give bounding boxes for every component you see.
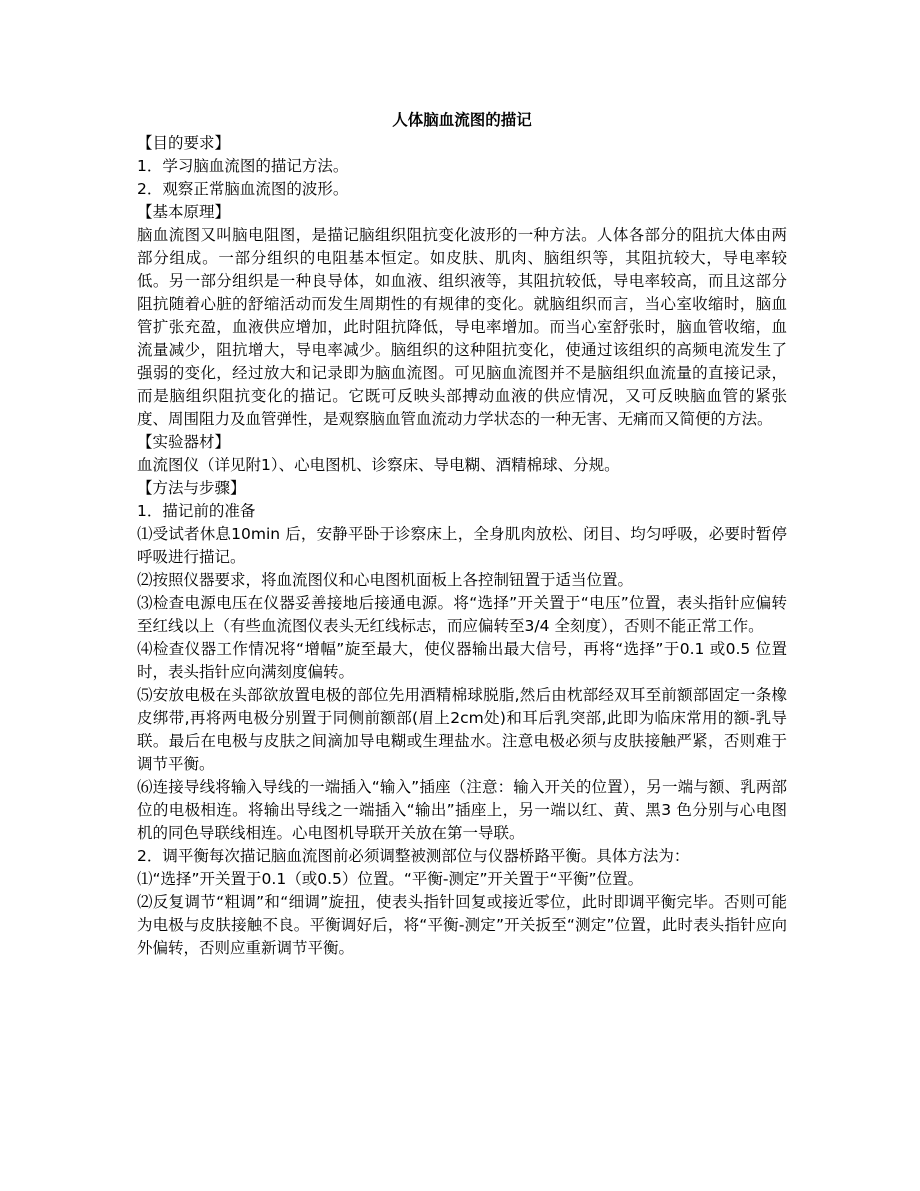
section-heading-equipment: 【实验器材】: [137, 433, 231, 451]
method-step1-item-4: ⑷检查仪器工作情况将“增幅”旋至最大，使仪器输出最大信号，再将“选择”于0.1 或0.5 位置时，表头指针应向满刻度偏转。: [137, 640, 787, 681]
section-equipment: [137, 431, 787, 477]
section-principle: [137, 201, 787, 431]
method-step1-item-6: ⑹连接导线将输入导线的一端插入“输入”插座（注意：输入开关的位置），另一端与额、乳两部位的电极相连。将输出导线之一端插入“输出”插座上，另一端以红、黄、黑3 色分别与心电图机的同色导联线相连。心电图机导联开关放在第一导联。: [137, 778, 787, 842]
method-step1-item-1: ⑴受试者休息10min 后，安静平卧于诊察床上，全身肌肉放松、闭目、均匀呼吸，必要时暂停呼吸进行描记。: [137, 525, 787, 566]
purpose-item-2: 2．观察正常脑血流图的波形。: [137, 180, 349, 198]
principle-paragraph: 脑血流图又叫脑电阻图，是描记脑组织阻抗变化波形的一种方法。人体各部分的阻抗大体由两部分组成。一部分组织的电阻基本恒定。如皮肤、肌肉、脑组织等，其阻抗较大，导电率较低。另一部分组织是一种良导体，如血液、组织液等，其阻抗较低，导电率较高，而且这部分阻抗随着心脏的舒缩活动而发生周期性的有规律的变化。就脑组织而言，当心室收缩时，脑血管扩张充盈，血液供应增加，此时阻抗降低，导电率增加。而当心室舒张时，脑血管收缩，血流量减少，阻抗增大，导电率减少。脑组织的这种阻抗变化，使通过该组织的高频电流发生了强弱的变化，经过放大和记录即为脑血流图。可见脑血流图并不是脑组织血流量的直接记录，而是脑组织阻抗变化的描记。它既可反映头部搏动血液的供应情况，又可反映脑血管的紧张度、周围阻力及血管弹性，是观察脑血管血流动力学状态的一种无害、无痛而又简便的方法。: [137, 226, 787, 428]
section-heading-principle: 【基本原理】: [137, 203, 231, 221]
section-method: [137, 477, 787, 960]
method-step1-title: 1．描记前的准备: [137, 502, 256, 520]
section-heading-purpose: 【目的要求】: [137, 134, 231, 152]
section-purpose: [137, 132, 787, 201]
method-step1-item-3: ⑶检查电源电压在仪器妥善接地后接通电源。将“选择”开关置于“电压”位置，表头指针应偏转至红线以上（有些血流图仪表头无红线标志，而应偏转至3/4 全刻度），否则不能正常工作。: [137, 594, 787, 635]
equipment-paragraph: 血流图仪（详见附1）、心电图机、诊察床、导电糊、酒精棉球、分规。: [137, 456, 620, 474]
purpose-item-1: 1．学习脑血流图的描记方法。: [137, 157, 349, 175]
document-page: [137, 108, 787, 960]
page-title: 人体脑血流图的描记: [392, 111, 532, 129]
method-step2-item-1: ⑴“选择”开关置于0.1（或0.5）位置。“平衡-测定”开关置于“平衡”位置。: [137, 870, 644, 888]
method-step1-item-5: ⑸安放电极在头部欲放置电极的部位先用酒精棉球脱脂,然后由枕部经双耳至前额部固定一条橡皮绑带,再将两电极分别置于同侧前额部(眉上2cm处)和耳后乳突部,此即为临床常用的额-乳导联。最后在电极与皮肤之间滴加导电糊或生理盐水。注意电极必须与皮肤接触严紧，否则难于调节平衡。: [137, 686, 787, 773]
method-step2-title: 2．调平衡每次描记脑血流图前必须调整被测部位与仪器桥路平衡。具体方法为：: [137, 847, 690, 865]
method-step2-item-2: ⑵反复调节“粗调”和“细调”旋扭，使表头指针回复或接近零位，此时即调平衡完毕。否则可能为电极与皮肤接触不良。平衡调好后，将“平衡-测定”开关扳至“测定”位置，此时表头指针应向外偏转，否则应重新调节平衡。: [137, 893, 787, 957]
section-heading-method: 【方法与步骤】: [137, 479, 246, 497]
method-step1-item-2: ⑵按照仪器要求，将血流图仪和心电图机面板上各控制钮置于适当位置。: [137, 571, 634, 589]
